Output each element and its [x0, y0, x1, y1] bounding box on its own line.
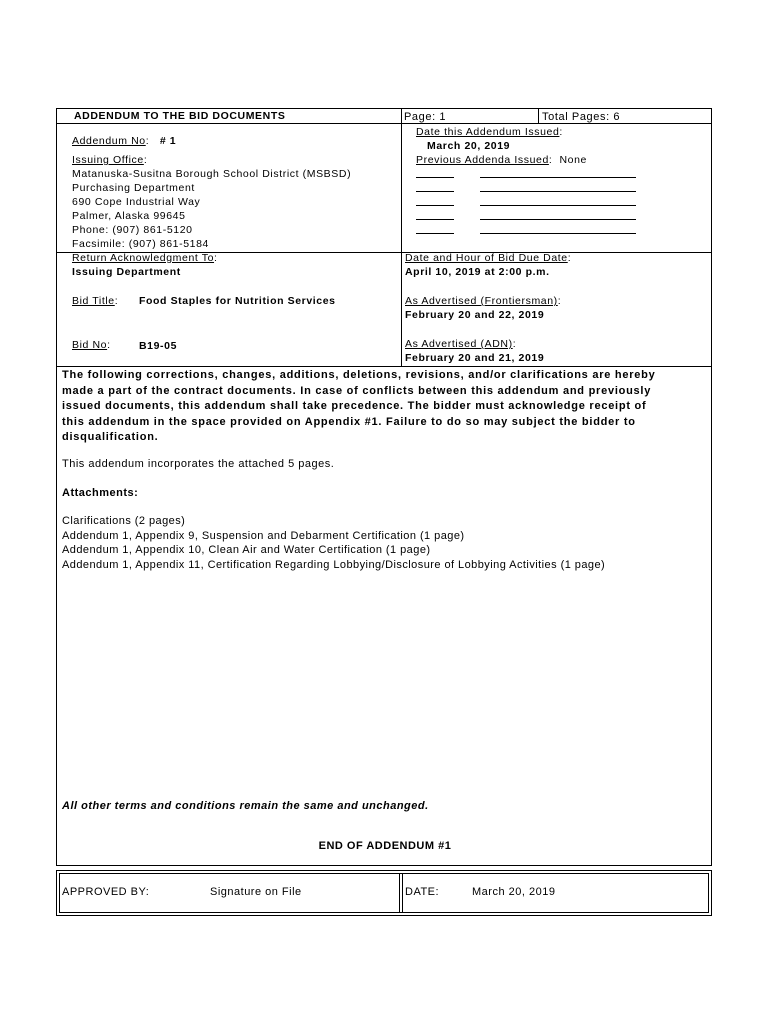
blank-line	[480, 219, 636, 220]
blank-line	[416, 233, 454, 234]
previous-addenda-heading: Previous Addenda Issued: None	[416, 154, 587, 166]
blank-line	[416, 177, 454, 178]
blank-line	[416, 191, 454, 192]
bid-no-heading: Bid No:	[72, 339, 111, 351]
due-date-label: Date and Hour of Bid Due Date	[405, 252, 568, 264]
approval-box-inner	[59, 873, 709, 913]
page-divider	[538, 108, 539, 123]
approved-by-value: Signature on File	[210, 886, 302, 898]
attachments-list	[62, 514, 605, 572]
previous-addenda-label: Previous Addenda Issued	[416, 154, 549, 166]
issuing-office-line: 690 Cope Industrial Way	[72, 196, 201, 208]
attachment-item: Addendum 1, Appendix 10, Clean Air and Water Certification (1 page)	[62, 544, 431, 556]
return-ack-value: Issuing Department	[72, 266, 181, 278]
terms-statement: All other terms and conditions remain the same and unchanged.	[62, 800, 429, 812]
adn-label: As Advertised (ADN)	[405, 338, 513, 350]
issuing-office-label: Issuing Office	[72, 154, 144, 166]
attachment-item: Clarifications (2 pages)	[62, 515, 186, 527]
attachment-item: Addendum 1, Appendix 11, Certification Regarding Lobbying/Disclosure of Lobbying Activities (1 page)	[62, 558, 606, 571]
due-date-value: April 10, 2019 at 2:00 p.m.	[405, 266, 550, 278]
notice-line: disqualification.	[62, 431, 159, 444]
frontiersman-label: As Advertised (Frontiersman)	[405, 295, 558, 307]
blank-line	[416, 205, 454, 206]
adn-heading: As Advertised (ADN):	[405, 338, 517, 350]
incorporates-text: This addendum incorporates the attached 5 pages.	[62, 458, 335, 470]
blank-line	[480, 177, 636, 178]
date-issued-heading: Date this Addendum Issued:	[416, 126, 563, 138]
issuing-office-line: Phone: (907) 861-5120	[72, 224, 193, 236]
blank-line	[480, 205, 636, 206]
approval-divider-a	[399, 873, 400, 913]
return-ack-label: Return Acknowledgment To	[72, 252, 215, 264]
total-pages: Total Pages: 6	[542, 111, 621, 123]
bid-no-label: Bid No	[72, 339, 108, 351]
form-title: ADDENDUM TO THE BID DOCUMENTS	[74, 110, 286, 122]
approved-by-label: APPROVED BY:	[62, 886, 150, 898]
date-value: March 20, 2019	[472, 886, 556, 898]
attachments-heading: Attachments:	[62, 487, 139, 499]
issuing-office-line: Palmer, Alaska 99645	[72, 210, 186, 222]
attachment-item: Addendum 1, Appendix 9, Suspension and Debarment Certification (1 page)	[62, 529, 465, 542]
date-issued-value: March 20, 2019	[427, 140, 511, 152]
issuing-office-line: Facsimile: (907) 861-5184	[72, 238, 209, 250]
issuing-office-line: Purchasing Department	[72, 182, 195, 194]
date-issued-label: Date this Addendum Issued	[416, 126, 560, 138]
end-of-addendum: END OF ADDENDUM #1	[318, 840, 452, 852]
bid-title-label: Bid Title	[72, 295, 115, 307]
notice-line: this addendum in the space provided on Appendix #1. Failure to do so may subject the bidder to	[62, 415, 636, 428]
addendum-no-value: # 1	[159, 135, 177, 147]
notice-line: issued documents, this addendum shall take precedence. The bidder must acknowledge receipt of	[62, 400, 647, 413]
previous-addenda-value: None	[559, 154, 587, 166]
frontiersman-value: February 20 and 22, 2019	[405, 309, 545, 321]
blank-line	[480, 233, 636, 234]
frontiersman-heading: As Advertised (Frontiersman):	[405, 295, 562, 307]
issuing-office-heading: Issuing Office:	[72, 154, 148, 166]
notice-paragraph	[62, 368, 710, 446]
blank-line	[416, 219, 454, 220]
body-divider	[56, 366, 712, 367]
return-ack-heading: Return Acknowledgment To:	[72, 252, 218, 264]
addendum-no-label: Addendum No	[72, 135, 146, 147]
bid-title-value: Food Staples for Nutrition Services	[139, 295, 336, 307]
page-number: Page: 1	[404, 111, 447, 123]
bid-no-value: B19-05	[139, 340, 178, 352]
approval-divider-b	[402, 873, 403, 913]
notice-line: The following corrections, changes, additions, deletions, revisions, and/or clarifications are hereby	[62, 369, 656, 381]
blank-line	[480, 191, 636, 192]
date-label: DATE:	[405, 886, 440, 898]
notice-line: made a part of the contract documents. In case of conflicts between this addendum and previously	[62, 384, 652, 397]
issuing-office-line: Matanuska-Susitna Borough School District (MSBSD)	[72, 168, 352, 180]
addendum-no-field: Addendum No: # 1	[72, 135, 177, 147]
adn-value: February 20 and 21, 2019	[405, 352, 545, 364]
column-divider	[401, 108, 402, 366]
due-date-heading: Date and Hour of Bid Due Date:	[405, 252, 572, 264]
bid-title-heading: Bid Title:	[72, 295, 119, 307]
